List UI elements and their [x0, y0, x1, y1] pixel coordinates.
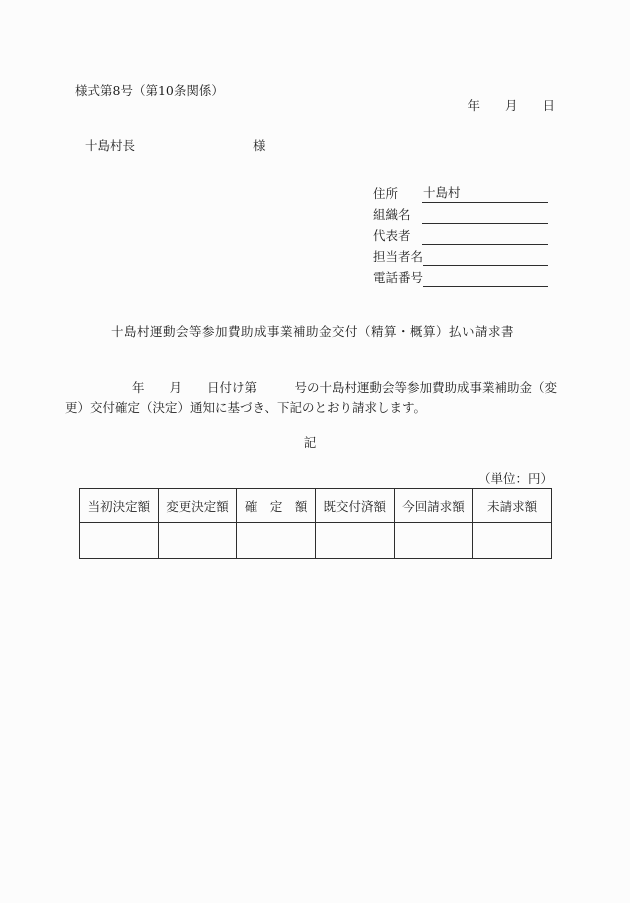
- form-number-label: 様式第8号（第10条関係）: [75, 83, 224, 98]
- body-cell-changed-decision-amount: [158, 523, 237, 559]
- field-label-organization: 組織名: [373, 207, 411, 222]
- field-value-address: 十島村: [422, 183, 548, 203]
- header-cell-already-paid-amount: 既交付済額: [315, 489, 394, 523]
- addressee-honorific: 様: [253, 138, 266, 153]
- applicant-field-row-address: [373, 182, 548, 203]
- body-cell-current-request-amount: [394, 523, 473, 559]
- field-label-representative: 代表者: [373, 228, 411, 243]
- amount-table-body-row: [80, 523, 552, 559]
- addressee-name: 十島村長: [85, 138, 136, 153]
- body-cell-initial-decision-amount: [80, 523, 159, 559]
- field-value-representative: [422, 244, 548, 245]
- applicant-info-block: [373, 182, 548, 287]
- applicant-field-row-organization: [373, 203, 548, 224]
- body-paragraph-line-1: 年 月 日付け第 号の十島村運動会等参加費助成事業補助金（変: [132, 380, 558, 395]
- applicant-field-row-contact-person: [373, 245, 548, 266]
- applicant-field-row-representative: [373, 224, 548, 245]
- field-value-phone: [423, 286, 548, 287]
- field-label-contact-person: 担当者名: [373, 249, 424, 264]
- header-cell-confirmed-amount: 確 定 額: [237, 489, 316, 523]
- field-value-organization: [422, 223, 548, 224]
- header-cell-initial-decision-amount: 当初決定額: [80, 489, 159, 523]
- header-cell-unrequested-amount: 未請求額: [473, 489, 552, 523]
- amount-table-header-row: [80, 489, 552, 523]
- unit-note: （単位：円）: [477, 471, 553, 486]
- field-label-phone: 電話番号: [373, 270, 424, 285]
- date-line: 年 月 日: [467, 98, 555, 113]
- body-cell-unrequested-amount: [473, 523, 552, 559]
- body-cell-already-paid-amount: [315, 523, 394, 559]
- document-title: 十島村運動会等参加費助成事業補助金交付（精算・概算）払い請求書: [110, 324, 514, 339]
- record-mark: 記: [303, 435, 317, 450]
- field-value-contact-person: [423, 265, 548, 266]
- header-cell-current-request-amount: 今回請求額: [394, 489, 473, 523]
- body-paragraph: [65, 378, 560, 418]
- header-cell-changed-decision-amount: 変更決定額: [158, 489, 237, 523]
- field-label-address: 住所: [373, 186, 399, 201]
- body-cell-confirmed-amount: [237, 523, 316, 559]
- applicant-field-row-phone: [373, 266, 548, 287]
- body-paragraph-line-2: 更）交付確定（決定）通知に基づき、下記のとおり請求します。: [65, 400, 427, 415]
- amount-table: [79, 488, 552, 559]
